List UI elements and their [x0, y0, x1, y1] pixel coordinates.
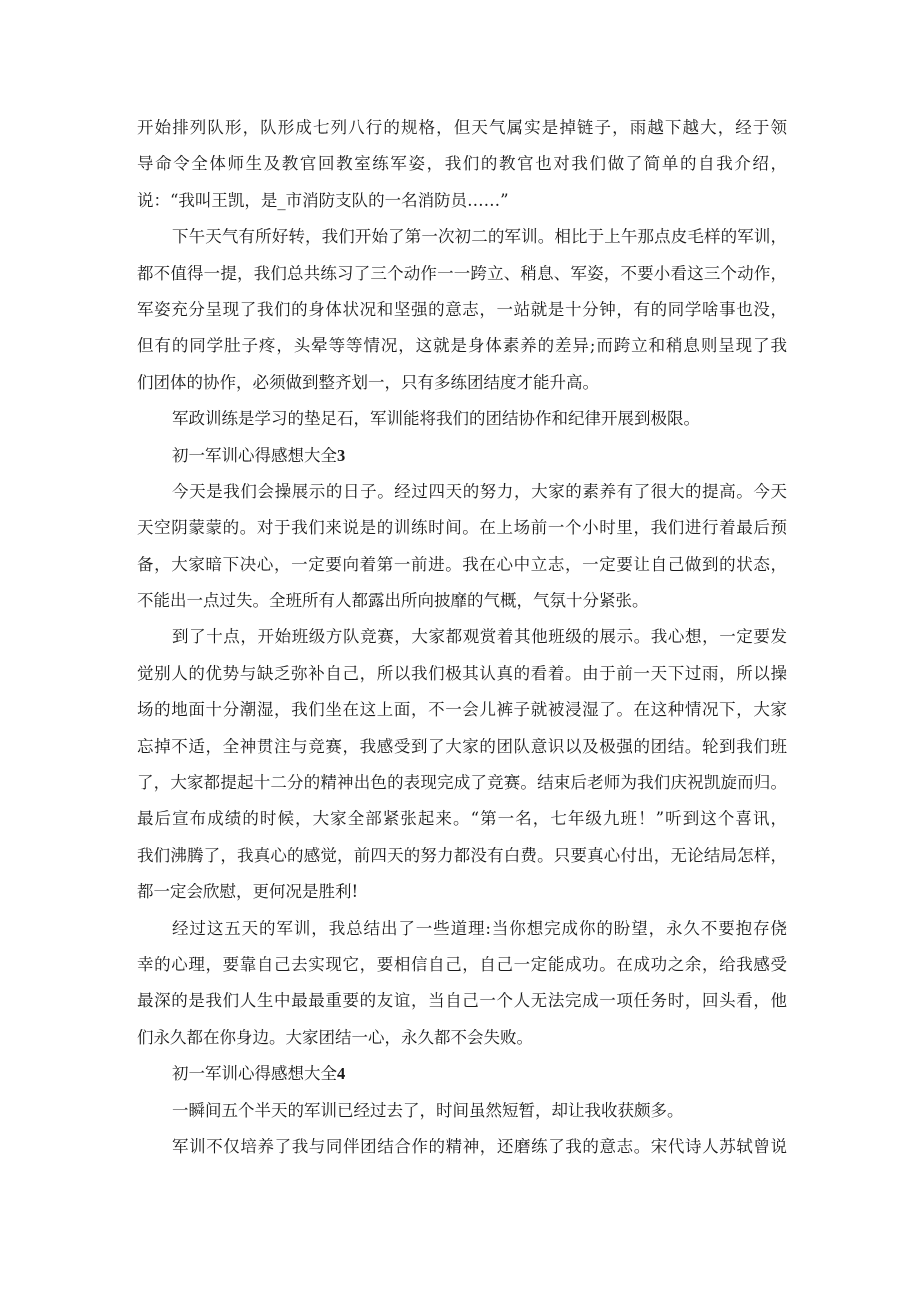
- text-line: 都不值得一提，我们总共练习了三个动作一一跨立、稍息、军姿，不要小看这三个动作，: [137, 263, 787, 283]
- text-line: 最后宣布成绩的时候，大家全部紧张起来。“第一名，七年级九班！”听到这个喜讯，: [137, 809, 787, 829]
- section-heading-number: 4: [337, 1064, 346, 1084]
- section-heading-number: 3: [337, 445, 346, 465]
- text-line: 备，大家暗下决心，一定要向着第一前进。我在心中立志，一定要让自己做到的状态，: [137, 554, 787, 574]
- text-line: 军政训练是学习的垫足石，军训能将我们的团结协作和纪律开展到极限。: [172, 409, 700, 429]
- text-line: 军姿充分呈现了我们的身体状况和坚强的意志，一站就是十分钟，有的同学啥事也没，: [137, 299, 787, 319]
- text-line: 我们沸腾了，我真心的感觉，前四天的努力都没有白费。只要真心付出，无论结局怎样，: [137, 845, 787, 865]
- text-line: 天空阴蒙蒙的。对于我们来说是的训练时间。在上场前一个小时里，我们进行着最后预: [137, 518, 787, 538]
- text-line: 但有的同学肚子疼，头晕等等情况，这就是身体素养的差异;而跨立和稍息则呈现了我: [137, 336, 787, 356]
- text-line: 们永久都在你身边。大家团结一心，永久都不会失败。: [137, 1027, 533, 1047]
- text-line: 场的地面十分潮湿，我们坐在这上面，不一会儿裤子就被浸湿了。在这种情况下，大家: [137, 700, 787, 720]
- text-line: 最深的是我们人生中最最重要的友谊，当自己一个人无法完成一项任务时，回头看，他: [137, 991, 787, 1011]
- text-line: 不能出一点过失。全班所有人都露出所向披靡的气概，气氛十分紧张。: [137, 591, 649, 611]
- text-line: 到了十点，开始班级方队竞赛，大家都观赏着其他班级的展示。我心想，一定要发: [172, 627, 787, 647]
- text-line: 说：“我叫王凯，是_市消防支队的一名消防员……”: [137, 190, 509, 210]
- text-line: 忘掉不适，全神贯注与竞赛，我感受到了大家的团队意识以及极强的团结。轮到我们班: [137, 736, 787, 756]
- text-line: 导命令全体师生及教官回教室练军姿，我们的教官也对我们做了简单的自我介绍，: [137, 154, 787, 174]
- text-line: 军训不仅培养了我与同伴团结合作的精神，还磨练了我的意志。宋代诗人苏轼曾说: [172, 1136, 787, 1156]
- text-line: 觉别人的优势与缺乏弥补自己，所以我们极其认真的看着。由于前一天下过雨，所以操: [137, 663, 787, 683]
- section-heading: [137, 1056, 787, 1092]
- text-line: 都一定会欣慰，更何况是胜利!: [137, 882, 359, 902]
- text-line: 一瞬间五个半天的军训已经过去了，时间虽然短暂，却让我收获颇多。: [172, 1100, 684, 1120]
- text-line: 幸的心理，要靠自己去实现它，要相信自己，自己一定能成功。在成功之余，给我感受: [137, 954, 787, 974]
- section-heading: [137, 438, 787, 474]
- text-line: 经过这五天的军训，我总结出了一些道理:当你想完成你的盼望，永久不要抱存侥: [172, 918, 787, 938]
- text-line: 开始排列队形，队形成七列八行的规格，但天气属实是掉链子，雨越下越大，经于领: [137, 118, 787, 137]
- document-body: [137, 110, 787, 1165]
- text-line: 今天是我们会操展示的日子。经过四天的努力，大家的素养有了很大的提高。今天: [172, 481, 787, 501]
- text-line: 下午天气有所好转，我们开始了第一次初二的军训。相比于上午那点皮毛样的军训，: [172, 227, 787, 247]
- text-line: 们团体的协作，必须做到整齐划一，只有多练团结度才能升高。: [137, 372, 599, 392]
- section-heading-text: 初一军训心得感想大全: [172, 445, 337, 465]
- section-heading-text: 初一军训心得感想大全: [172, 1064, 337, 1084]
- text-line: 了，大家都提起十二分的精神出色的表现完成了竞赛。结束后老师为我们庆祝凯旋而归。: [137, 773, 787, 793]
